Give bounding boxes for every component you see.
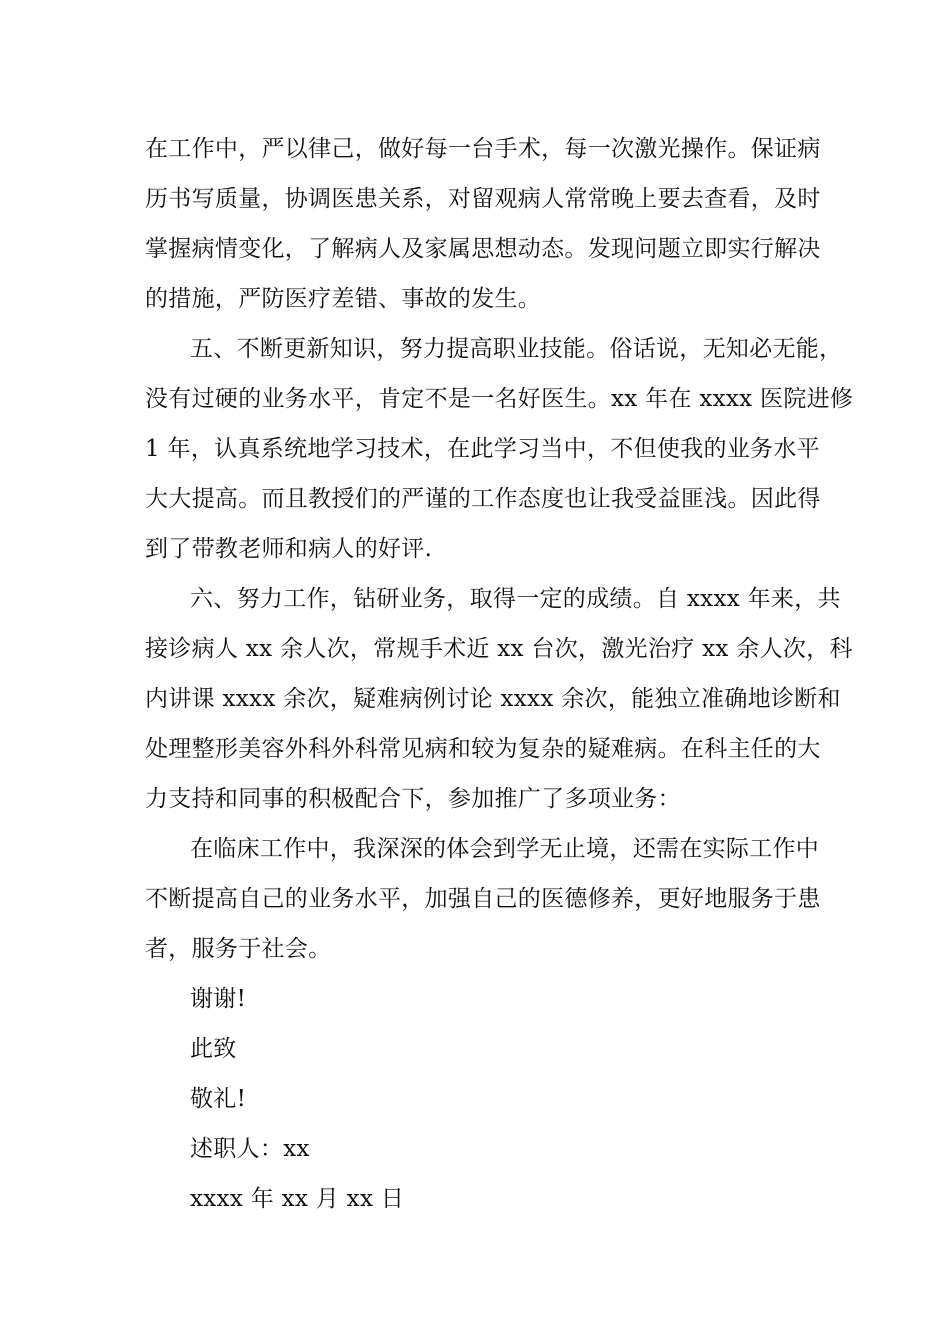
text-line: 到了带教老师和病人的好评. (145, 536, 433, 562)
text-line: 内讲课 xxxx 余次，疑难病例讨论 xxxx 余次，能独立准确地诊断和 (145, 686, 841, 712)
text-line: 者，服务于社会。 (145, 936, 332, 962)
text-line: 大大提高。而且教授们的严谨的工作态度也让我受益匪浅。因此得 (145, 486, 821, 512)
closing-paragraph-line: 在临床工作中，我深深的体会到学无止境，还需在实际工作中 (190, 836, 820, 862)
signature-line: 述职人：xx (190, 1136, 310, 1162)
text-line: 不断提高自己的业务水平，加强自己的医德修养，更好地服务于患 (145, 886, 821, 912)
text-line: 掌握病情变化，了解病人及家属思想动态。发现问题立即实行解决 (145, 236, 821, 262)
text-line: 历书写质量，协调医患关系，对留观病人常常晚上要去查看，及时 (145, 186, 821, 212)
document-body (145, 124, 854, 1224)
text-line: 没有过硬的业务水平，肯定不是一名好医生。xx 年在 xxxx 医院进修 (145, 386, 854, 412)
text-line: 在工作中，严以律己，做好每一台手术，每一次激光操作。保证病 (145, 136, 821, 162)
section-six-heading-line: 六、努力工作，钻研业务，取得一定的成绩。自 xxxx 年来，共 (190, 586, 841, 612)
regards-line: 敬礼! (190, 1086, 247, 1112)
text-line: 力支持和同事的积极配合下，参加推广了多项业务： (145, 786, 681, 812)
salutation-line: 此致 (190, 1036, 237, 1062)
thanks-line: 谢谢! (190, 986, 247, 1012)
text-line: 1 年，认真系统地学习技术，在此学习当中，不但使我的业务水平 (145, 436, 820, 462)
text-line: 接诊病人 xx 余人次，常规手术近 xx 台次，激光治疗 xx 余人次，科 (145, 636, 853, 662)
date-line: xxxx 年 xx 月 xx 日 (190, 1186, 405, 1212)
section-five-heading-line: 五、不断更新知识，努力提高职业技能。俗话说，无知必无能， (190, 336, 843, 362)
text-line: 处理整形美容外科外科常见病和较为复杂的疑难病。在科主任的大 (145, 736, 821, 762)
text-line: 的措施，严防医疗差错、事故的发生。 (145, 286, 542, 312)
